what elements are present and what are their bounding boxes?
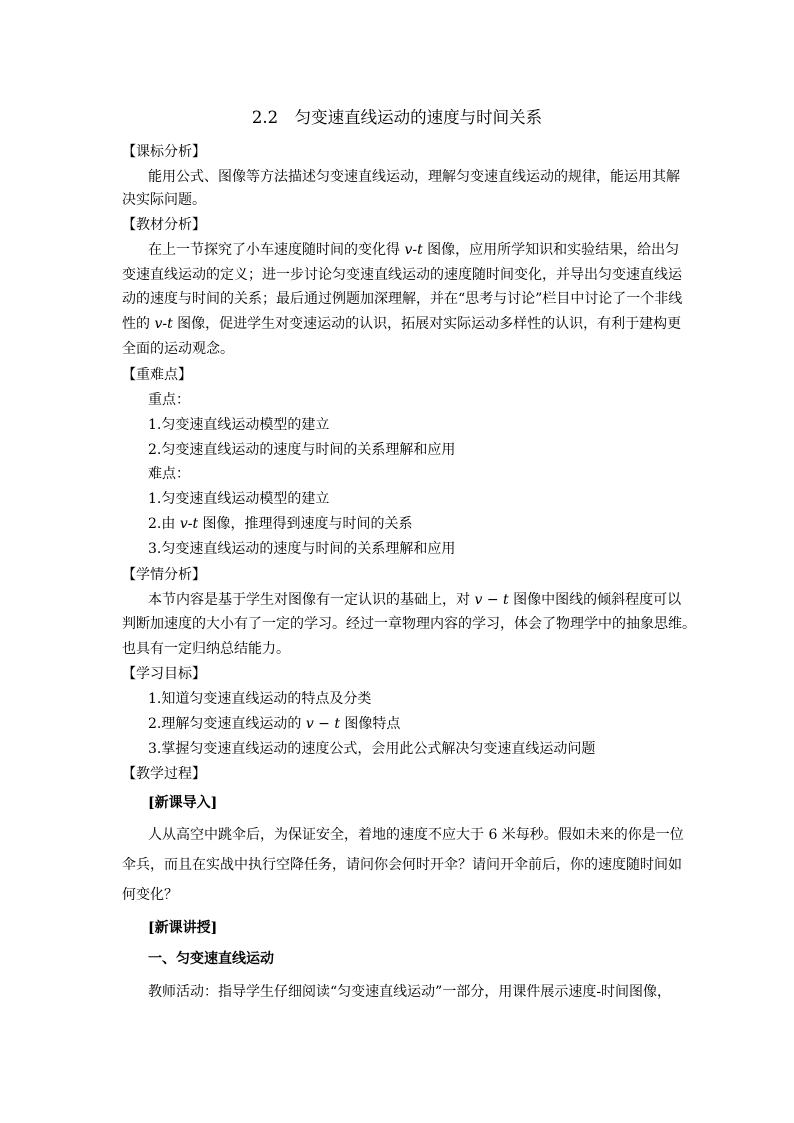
section-heading-mubiao: 【学习目标】: [122, 666, 206, 682]
paragraph-line: 伞兵，而且在实战中执行空降任务，请问你会何时开伞？请问开伞前后，你的速度随时间如: [122, 857, 682, 873]
section-heading-zhongnan: 【重难点】: [122, 367, 192, 383]
text-span: 图像特点: [339, 716, 401, 732]
text-span: 图像中图线的倾斜程度可以: [508, 592, 682, 608]
text-span: 图像，推理得到速度与时间的关系: [198, 516, 413, 532]
section-heading-jiaocai: 【教材分析】: [122, 217, 206, 233]
list-item: 1.知道匀变速直线运动的特点及分类: [148, 691, 372, 707]
paragraph-line: 人从高空中跳伞后，为保证安全，着地的速度不应大于 6 米每秒。假如未来的你是一位: [148, 827, 684, 843]
text-span: 2.理解匀变速直线运动的: [148, 716, 306, 732]
paragraph-line: 动的速度与时间的关系；最后通过例题加深理解，并在“思考与讨论”栏目中讨论了一个非线: [122, 291, 683, 307]
math-vt: v − t: [305, 716, 340, 732]
text-span: 图像，应用所学知识和实验结果，给出匀: [422, 242, 680, 258]
list-item: 3.匀变速直线运动的速度与时间的关系理解和应用: [148, 541, 456, 557]
text-span: 在上一节探究了小车速度随时间的变化得: [148, 242, 405, 258]
text-span: 性的: [122, 316, 155, 332]
key-points-label: 重点：: [148, 392, 190, 408]
math-vt: v-t: [154, 316, 173, 332]
list-item: 2.匀变速直线运动的速度与时间的关系理解和应用: [148, 442, 456, 458]
paragraph-line: [148, 591, 682, 609]
paragraph-line: 变速直线运动的定义；进一步讨论匀变速直线运动的速度随时间变化，并导出匀变速直线运: [122, 267, 682, 283]
paragraph-line: 教师活动：指导学生仔细阅读“匀变速直线运动”一部分，用课件展示速度-时间图像，: [148, 984, 672, 1000]
math-vt: v-t: [179, 516, 199, 532]
subheading-uniform-accel-motion: 一、匀变速直线运动: [148, 951, 274, 967]
list-item: 1.匀变速直线运动模型的建立: [148, 491, 330, 507]
paragraph-line: [148, 241, 682, 259]
list-item: [148, 715, 682, 733]
text-span: 本节内容是基于学生对图像有一定认识的基础上，对: [148, 592, 475, 608]
paragraph-line: 也具有一定归纳总结能力。: [122, 641, 290, 657]
list-item: 3.掌握匀变速直线运动的速度公式，会用此公式解决匀变速直线运动问题: [148, 741, 596, 757]
section-heading-xueqing: 【学情分析】: [122, 567, 206, 583]
text-span: 2.由: [148, 516, 180, 532]
math-vt: v − t: [474, 592, 509, 608]
section-heading-guocheng: 【教学过程】: [122, 766, 206, 782]
page-title: 2.2 匀变速直线运动的速度与时间关系: [251, 108, 543, 127]
paragraph-line: 能用公式、图像等方法描述匀变速直线运动，理解匀变速直线运动的规律，能运用其解: [148, 169, 680, 185]
section-heading-kebiao: 【课标分析】: [122, 144, 206, 160]
subheading-new-lesson-intro: [新课导入]: [148, 795, 218, 811]
list-item: 1.匀变速直线运动模型的建立: [148, 417, 330, 433]
subheading-new-lesson-teaching: [新课讲授]: [148, 920, 218, 936]
paragraph-line: 全面的运动观念。: [122, 341, 234, 357]
paragraph-line: 判断加速度的大小有了一定的学习。经过一章物理内容的学习，体会了物理学中的抽象思维。: [122, 616, 696, 632]
list-item: [148, 515, 682, 533]
paragraph-line: 决实际问题。: [122, 192, 206, 208]
paragraph-line: 何变化？: [122, 887, 178, 903]
text-span: 图像，促进学生对变速运动的认识，拓展对实际运动多样性的认识，有利于建构更: [172, 316, 682, 332]
math-vt: v-t: [404, 242, 423, 258]
difficult-points-label: 难点：: [148, 466, 190, 482]
paragraph-line: [122, 315, 682, 333]
